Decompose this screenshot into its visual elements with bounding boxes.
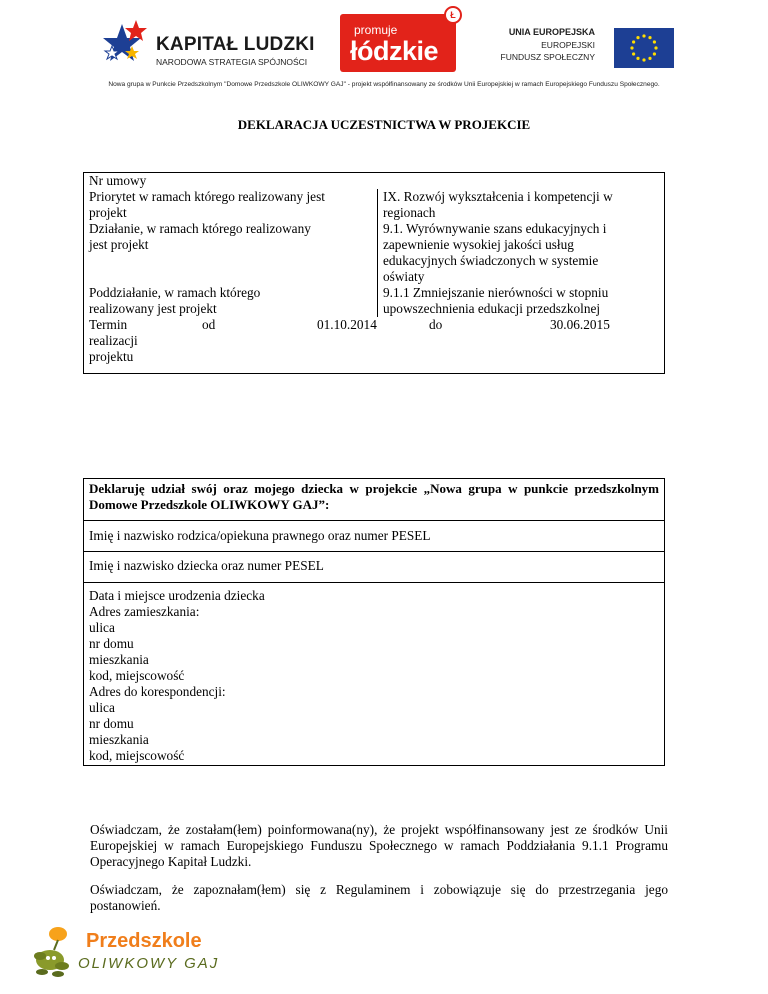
correspondence-city: kod, miejscowość	[89, 748, 185, 763]
correspondence-street: ulica	[89, 700, 115, 715]
kapital-ludzki-star-icon	[100, 16, 154, 70]
termin-label-2: realizacji	[89, 333, 138, 348]
statement-regulations: Oświadczam, że zapoznałam(łem) się z Regulaminem i zobowiązuje się do przestrzegania jego postanowień.	[90, 882, 668, 913]
ue-line1: UNIA EUROPEJSKA	[508, 27, 595, 37]
address-house: nr domu	[89, 636, 134, 651]
promuje-lodzkie-box	[340, 14, 456, 72]
address-street: ulica	[89, 620, 115, 635]
address-city: kod, miejscowość	[89, 668, 185, 683]
promuje-main-text: łódzkie	[350, 36, 439, 66]
przedszkole-oliwkowy-gaj-logo	[28, 922, 218, 982]
correspondence-flat: mieszkania	[89, 732, 149, 747]
priorytet-label-2: projekt	[89, 205, 127, 220]
dzialanie-value-2: zapewnienie wysokiej jakości usług	[383, 237, 574, 252]
address-row	[84, 582, 664, 583]
priorytet-label-1: Priorytet w ramach którego realizowany jest	[89, 189, 325, 204]
child-label: Imię i nazwisko dziecka oraz numer PESEL	[89, 558, 324, 573]
declaration-table	[83, 478, 665, 766]
dzialanie-value-1: 9.1. Wyrównywanie szans edukacyjnych i	[383, 221, 607, 236]
ue-line2: EUROPEJSKI	[541, 40, 595, 50]
eu-flag-icon	[614, 28, 674, 68]
parent-row	[84, 520, 664, 521]
termin-label-3: projektu	[89, 349, 134, 364]
od-label: od	[202, 317, 216, 332]
dzialanie-label-1: Działanie, w ramach którego realizowany	[89, 221, 311, 236]
declaration-text: Deklaruję udział swój oraz mojego dziecka w projekcie „Nowa grupa w punkcie przedszkolnym Domowe Przedszkole OLIWKOWY GAJ”:	[89, 481, 659, 512]
nr-umowy-label: Nr umowy	[89, 173, 147, 188]
header-tagline: Nowa grupa w Punkcie Przedszkolnym "Domowe Przedszkole OLIWKOWY GAJ" - projekt współfinansowany ze środków Unii Europejskiej w ramach Europejskiego Funduszu Społecznego.	[108, 81, 660, 88]
termin-label-1: Termin	[89, 317, 128, 332]
do-label: do	[429, 317, 443, 332]
address-header: Adres zamieszkania:	[89, 604, 200, 619]
dzialanie-label-2: jest projekt	[89, 237, 149, 252]
dzialanie-value-3: edukacyjnych świadczonych w systemie	[383, 253, 599, 268]
table-column-divider	[377, 189, 378, 317]
unia-europejska-logo	[500, 24, 675, 70]
correspondence-house: nr domu	[89, 716, 134, 731]
dzialanie-value-4: oświaty	[383, 269, 425, 284]
kapital-ludzki-title: KAPITAŁ LUDZKI	[156, 34, 315, 55]
page-title: DEKLARACJA UCZESTNICTWA W PROJEKCIE	[237, 117, 531, 132]
statement-funding: Oświadczam, że zostałam(łem) poinformowana(ny), że projekt współfinansowany jest ze środków Unii Europejskiej w ramach Europejskiego Funduszu Społecznego w ramach Poddziałania 9.1.1 Programu Operacyjnego Kapitał Ludzki.	[90, 822, 668, 869]
priorytet-value-2: regionach	[383, 205, 436, 220]
child-row	[84, 551, 664, 552]
przedszkole-logo-text: Przedszkole	[86, 930, 202, 952]
do-value: 30.06.2015	[550, 317, 610, 332]
poddzialanie-value-2: upowszechnienia edukacji przedszkolnej	[383, 301, 601, 316]
address-flat: mieszkania	[89, 652, 149, 667]
poddzialanie-value-1: 9.1.1 Zmniejszanie nierówności w stopniu	[383, 285, 609, 300]
lodzkie-badge-icon: Ł	[444, 6, 462, 24]
kapital-ludzki-subtitle: NARODOWA STRATEGIA SPÓJNOŚCI	[156, 57, 308, 67]
correspondence-header: Adres do korespondencji:	[89, 684, 226, 699]
ue-line3: FUNDUSZ SPOŁECZNY	[500, 52, 595, 62]
project-info-table	[83, 172, 665, 374]
eu-stars-icon	[614, 28, 674, 68]
birth-label: Data i miejsce urodzenia dziecka	[89, 588, 265, 603]
oliwkowy-gaj-logo-text: OLIWKOWY GAJ	[78, 955, 220, 972]
priorytet-value-1: IX. Rozwój wykształcenia i kompetencji w	[383, 189, 613, 204]
poddzialanie-label-2: realizowany jest projekt	[89, 301, 217, 316]
kapital-ludzki-logo	[100, 10, 315, 72]
parent-label: Imię i nazwisko rodzica/opiekuna prawnego oraz numer PESEL	[89, 528, 431, 543]
od-value: 01.10.2014	[317, 317, 377, 332]
poddzialanie-label-1: Poddziałanie, w ramach którego	[89, 285, 261, 300]
olive-mascot-icon	[28, 922, 82, 980]
promuje-lodzkie-logo	[340, 12, 458, 74]
promuje-small-text: promuje	[354, 23, 398, 37]
